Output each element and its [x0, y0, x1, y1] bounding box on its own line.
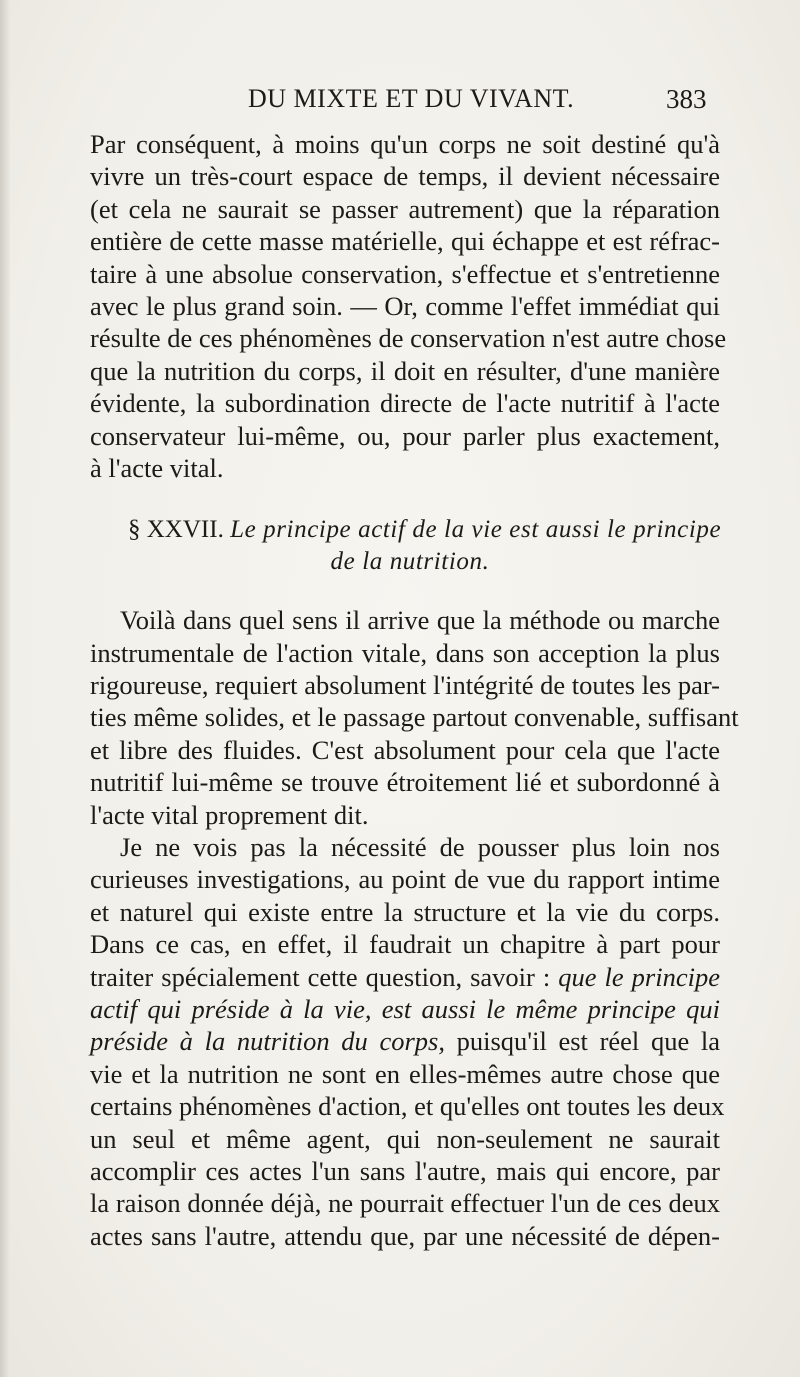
text-line: ties même solides, et le passage partout convenable, suffisant	[90, 702, 739, 733]
text-line: résulte de ces phénomènes de conservation n'est autre chose	[90, 323, 727, 354]
body-text	[90, 128, 739, 1252]
text-line: actes sans l'autre, attendu que, par une nécessité de dépen-	[90, 1220, 720, 1251]
text-line	[90, 1025, 720, 1057]
text-line: et libre des fluides. C'est absolument pour cela que l'acte	[90, 734, 720, 765]
text-line: l'acte vital proprement dit.	[90, 799, 369, 830]
italic-text-run: préside à la nutrition du corps,	[90, 1026, 445, 1057]
text-run: traiter spécialement cette question, savoir :	[90, 961, 559, 992]
text-line: entière de cette masse matérielle, qui échappe et est réfrac-	[90, 226, 720, 257]
text-line	[90, 961, 720, 993]
section-number: § XXVII.	[128, 516, 224, 544]
page-gutter-shadow	[0, 0, 10, 1377]
text-line: certains phénomènes d'action, et qu'elles ont toutes les deux	[90, 1091, 725, 1122]
section-title-part-2: de la nutrition.	[330, 548, 490, 576]
paragraph-3	[90, 831, 725, 1252]
italic-text-line: actif qui préside à la vie, est aussi le même principe qui	[90, 993, 720, 1024]
text-line: rigoureuse, requiert absolument l'intégrité de toutes les par-	[90, 670, 720, 701]
text-line: Voilà dans quel sens il arrive que la méthode ou marche	[120, 605, 720, 636]
text-line: nutritif lui-même se trouve étroitement lié et subordonné à	[90, 767, 720, 798]
text-line: vivre un très-court espace de temps, il devient nécessaire	[90, 161, 720, 192]
text-line: la raison donnée déjà, ne pourrait effectuer l'un de ces deux	[90, 1188, 720, 1219]
text-line: conservateur lui-même, ou, pour parler plus exactement,	[90, 420, 720, 451]
text-line: Par conséquent, à moins qu'un corps ne soit destiné qu'à	[90, 129, 720, 159]
text-line: (et cela ne saurait se passer autrement) que la réparation	[90, 193, 720, 224]
text-run: puisqu'il est réel que la	[444, 1026, 720, 1057]
section-title-part-1: Le principe actif de la vie est aussi le principe	[230, 516, 722, 544]
text-line: taire à une absolue conservation, s'effectue et s'entretienne	[90, 258, 720, 289]
text-line: avec le plus grand soin. — Or, comme l'effet immédiat qui	[90, 290, 720, 321]
text-line: à l'acte vital.	[90, 452, 224, 483]
text-line: et naturel qui existe entre la structure et la vie du corps.	[90, 896, 720, 927]
text-line: évidente, la subordination directe de l'acte nutritif à l'acte	[90, 388, 720, 419]
text-line: Je ne vois pas la nécessité de pousser plus loin nos	[120, 832, 720, 863]
section-heading-line-2	[90, 546, 720, 578]
text-line: vie et la nutrition ne sont en elles-mêmes autre chose que	[90, 1058, 720, 1089]
italic-text-run: que le principe	[558, 961, 720, 992]
page-header	[0, 84, 800, 124]
text-line: que la nutrition du corps, il doit en résulter, d'une manière	[90, 355, 720, 386]
section-heading-line-1	[90, 514, 720, 546]
page-number: 383	[666, 84, 707, 114]
section-heading	[90, 514, 720, 578]
paragraph-2	[90, 604, 739, 831]
text-line: accomplir ces actes l'un sans l'autre, mais qui encore, par	[90, 1155, 720, 1186]
text-line: instrumentale de l'action vitale, dans son acception la plus	[90, 637, 720, 668]
text-line: un seul et même agent, qui non-seulement ne saurait	[90, 1123, 720, 1154]
text-line: Dans ce cas, en effet, il faudrait un chapitre à part pour	[90, 929, 720, 960]
paragraph-1	[90, 128, 727, 484]
text-line: curieuses investigations, au point de vue du rapport intime	[90, 864, 720, 895]
running-head: DU MIXTE ET DU VIVANT.	[248, 84, 575, 113]
